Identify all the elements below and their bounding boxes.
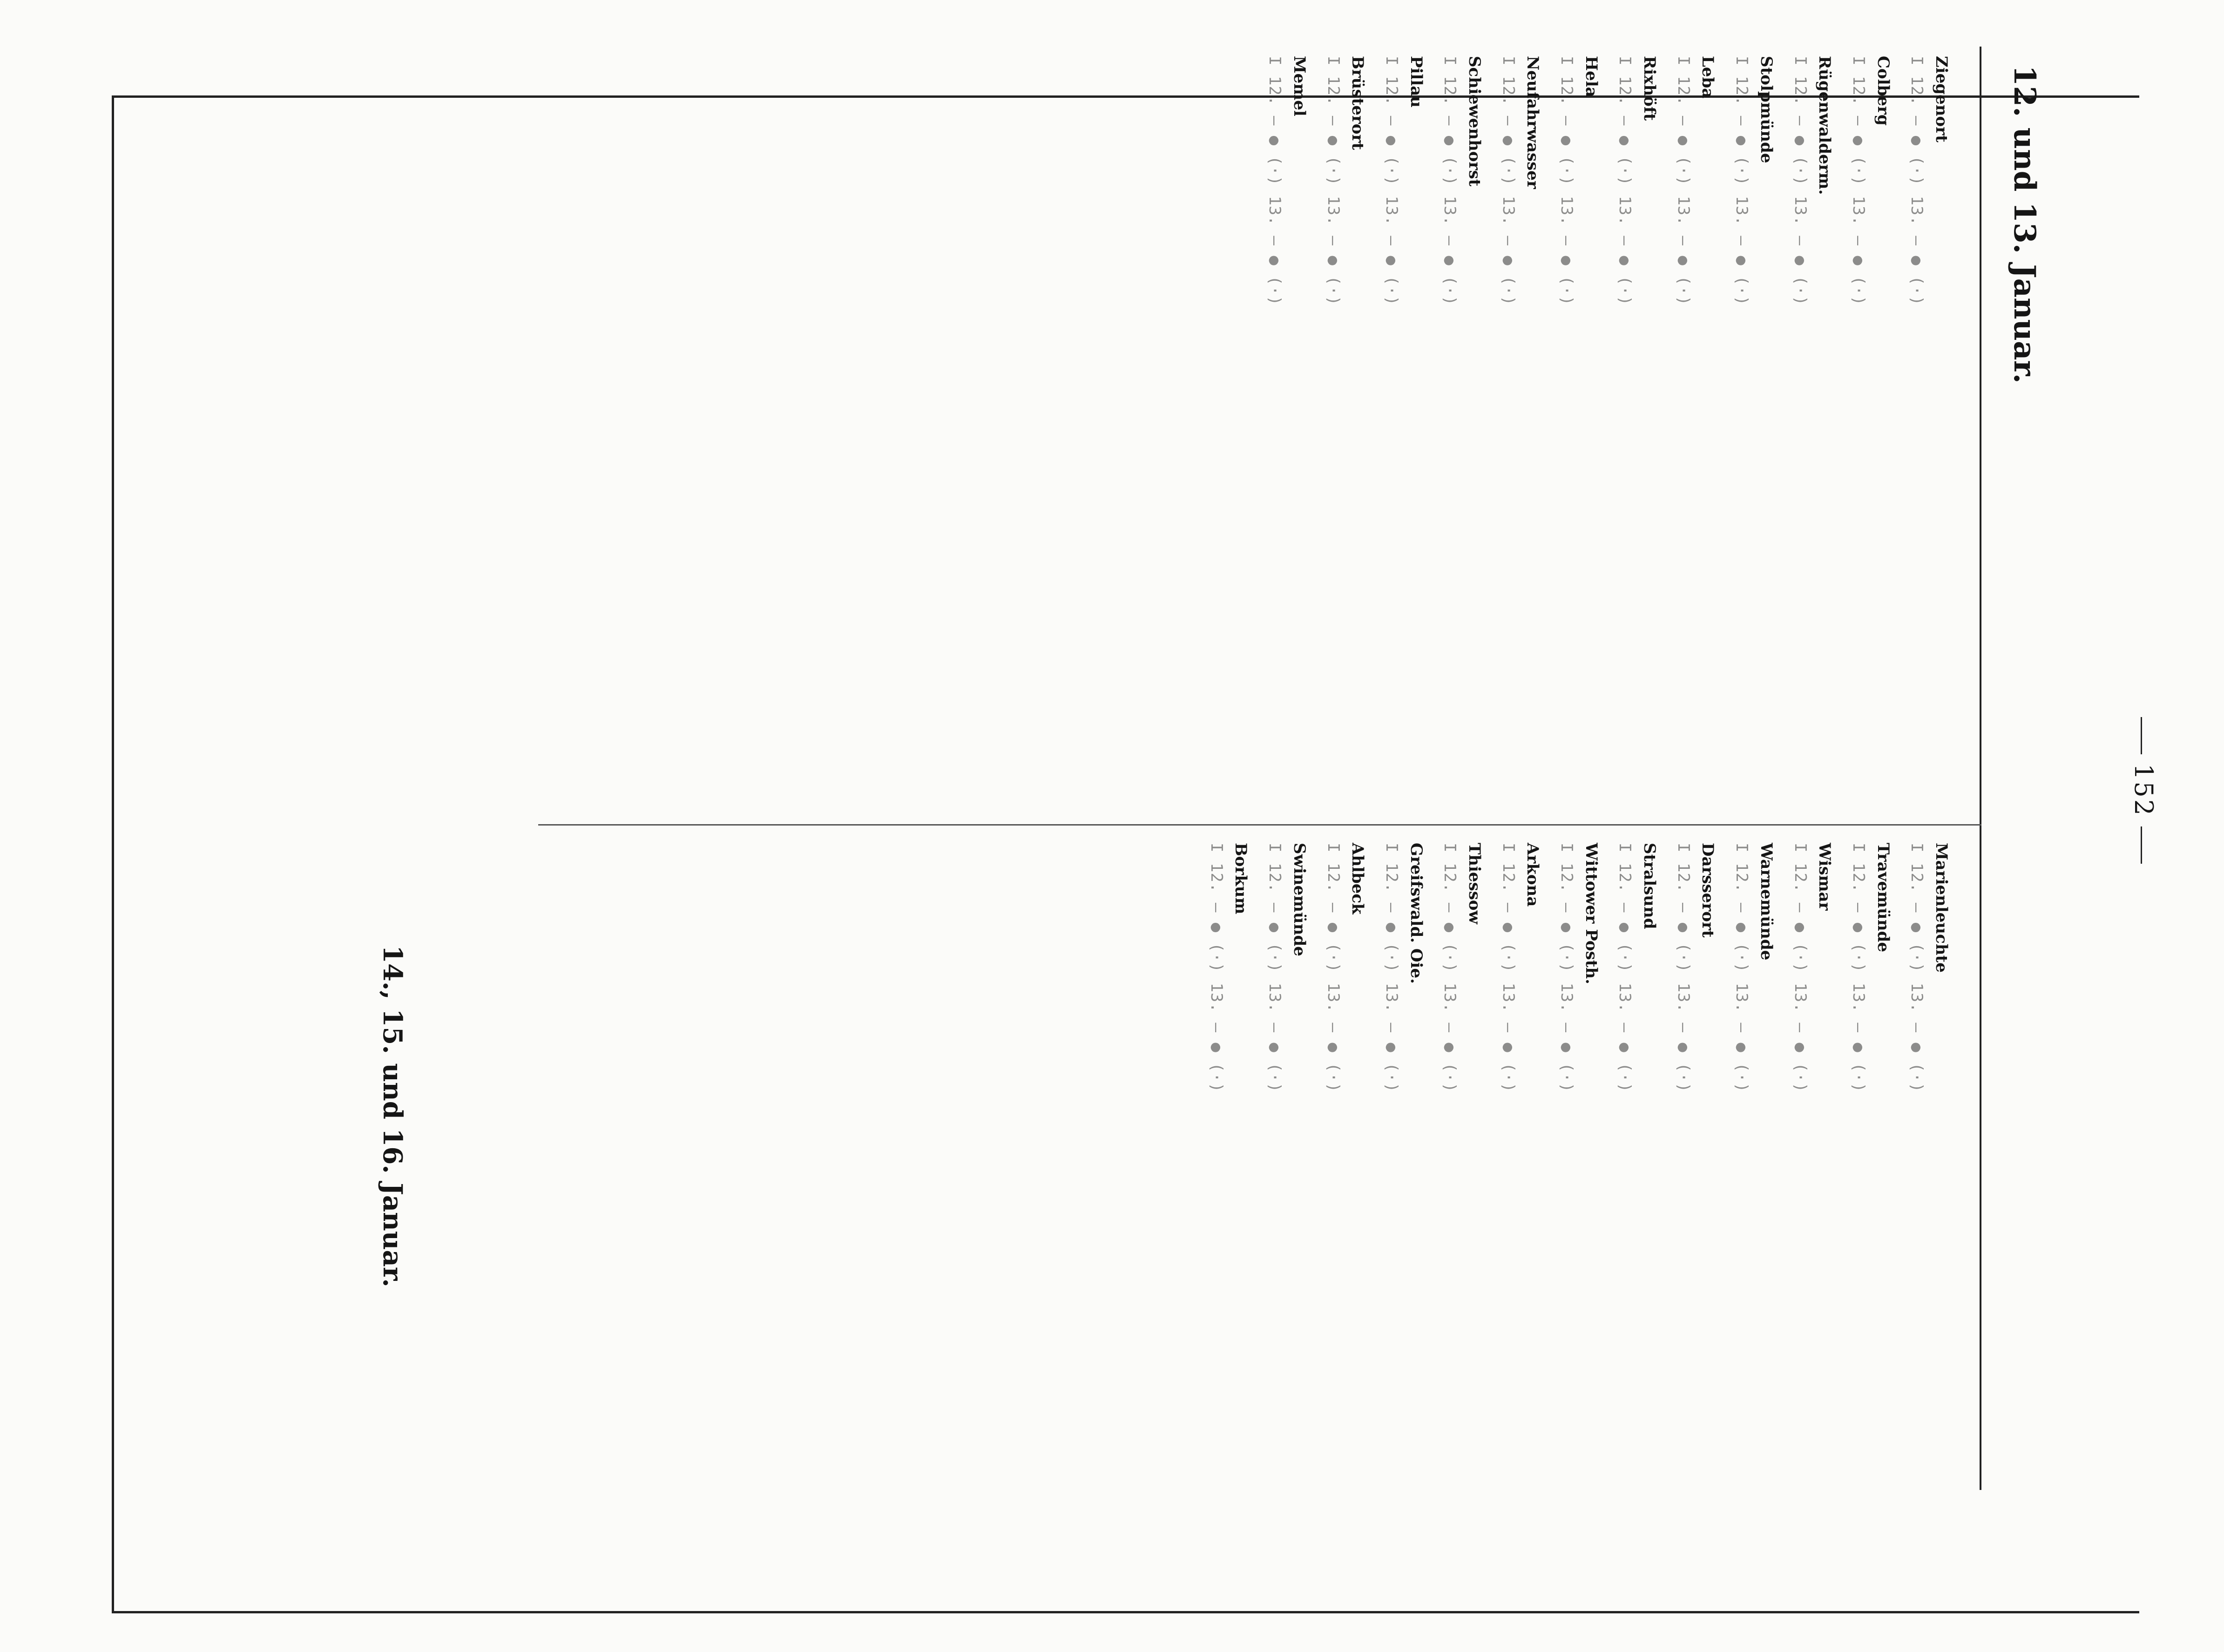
station-name: Stralsund (1640, 843, 1659, 929)
heading-rule (1980, 47, 1981, 1490)
station-name: Arkona (1523, 843, 1542, 907)
station-name: Hela (1582, 56, 1601, 97)
observation-row (1379, 843, 1404, 1588)
station-name: Swinemünde (1290, 843, 1309, 956)
station-name: Wittower Posth. (1582, 843, 1601, 984)
observation-row (1788, 843, 1812, 1588)
observation-row (1905, 56, 1929, 801)
page-number: 152 (2129, 708, 2158, 873)
station-name: Brüsterort (1348, 56, 1367, 150)
stations-column-left (1263, 56, 1963, 801)
observation-row (1671, 843, 1696, 1588)
observation-row (1321, 56, 1345, 801)
station-name: Thiessow (1465, 843, 1484, 924)
observation-row (1379, 56, 1404, 801)
station-name: Stolpmünde (1757, 56, 1776, 163)
observation-row (1613, 843, 1637, 1588)
observation-row (1788, 56, 1812, 801)
observation-row (1846, 56, 1871, 801)
station-name: Borkum (1231, 843, 1251, 914)
station-name: Rügenwalderm. (1815, 56, 1834, 195)
observation-row (1496, 56, 1521, 801)
observation-row (1263, 843, 1287, 1588)
stations-column-right (1204, 843, 1963, 1588)
observation-row (1438, 843, 1462, 1588)
station-name: Darsserort (1698, 843, 1717, 938)
station-name: Travemünde (1873, 843, 1893, 952)
observation-row (1438, 56, 1462, 801)
station-name: Pillau (1406, 56, 1426, 108)
observation-row (1613, 56, 1637, 801)
station-name: Ziegenort (1932, 56, 1951, 142)
observation-row (1204, 843, 1229, 1588)
observation-row (1321, 843, 1345, 1588)
station-name: Memel (1290, 56, 1309, 116)
observation-row (1730, 56, 1754, 801)
observation-row (1905, 843, 1929, 1588)
observation-row (1496, 843, 1521, 1588)
station-name: Rixhöft (1640, 56, 1659, 121)
observation-row (1554, 843, 1579, 1588)
observation-row (1671, 56, 1696, 801)
observation-row (1554, 56, 1579, 801)
station-name: Wismar (1815, 843, 1834, 911)
column-divider (538, 824, 1981, 826)
continuation-heading: 14., 15. und 16. Januar. (377, 945, 408, 1287)
observation-row (1263, 56, 1287, 801)
station-name: Schiewenhorst (1465, 56, 1484, 187)
station-name: Leba (1698, 56, 1717, 99)
station-name: Colberg (1873, 56, 1893, 126)
station-name: Marienleuchte (1932, 843, 1951, 973)
observation-row (1730, 843, 1754, 1588)
station-name: Ahlbeck (1348, 843, 1367, 914)
observation-row (1846, 843, 1871, 1588)
station-name: Neufahrwasser (1523, 56, 1542, 189)
station-name: Greifswald. Oie. (1406, 843, 1426, 984)
station-name: Warnemünde (1757, 843, 1776, 961)
section-heading: 12. und 13. Januar. (2007, 65, 2042, 384)
